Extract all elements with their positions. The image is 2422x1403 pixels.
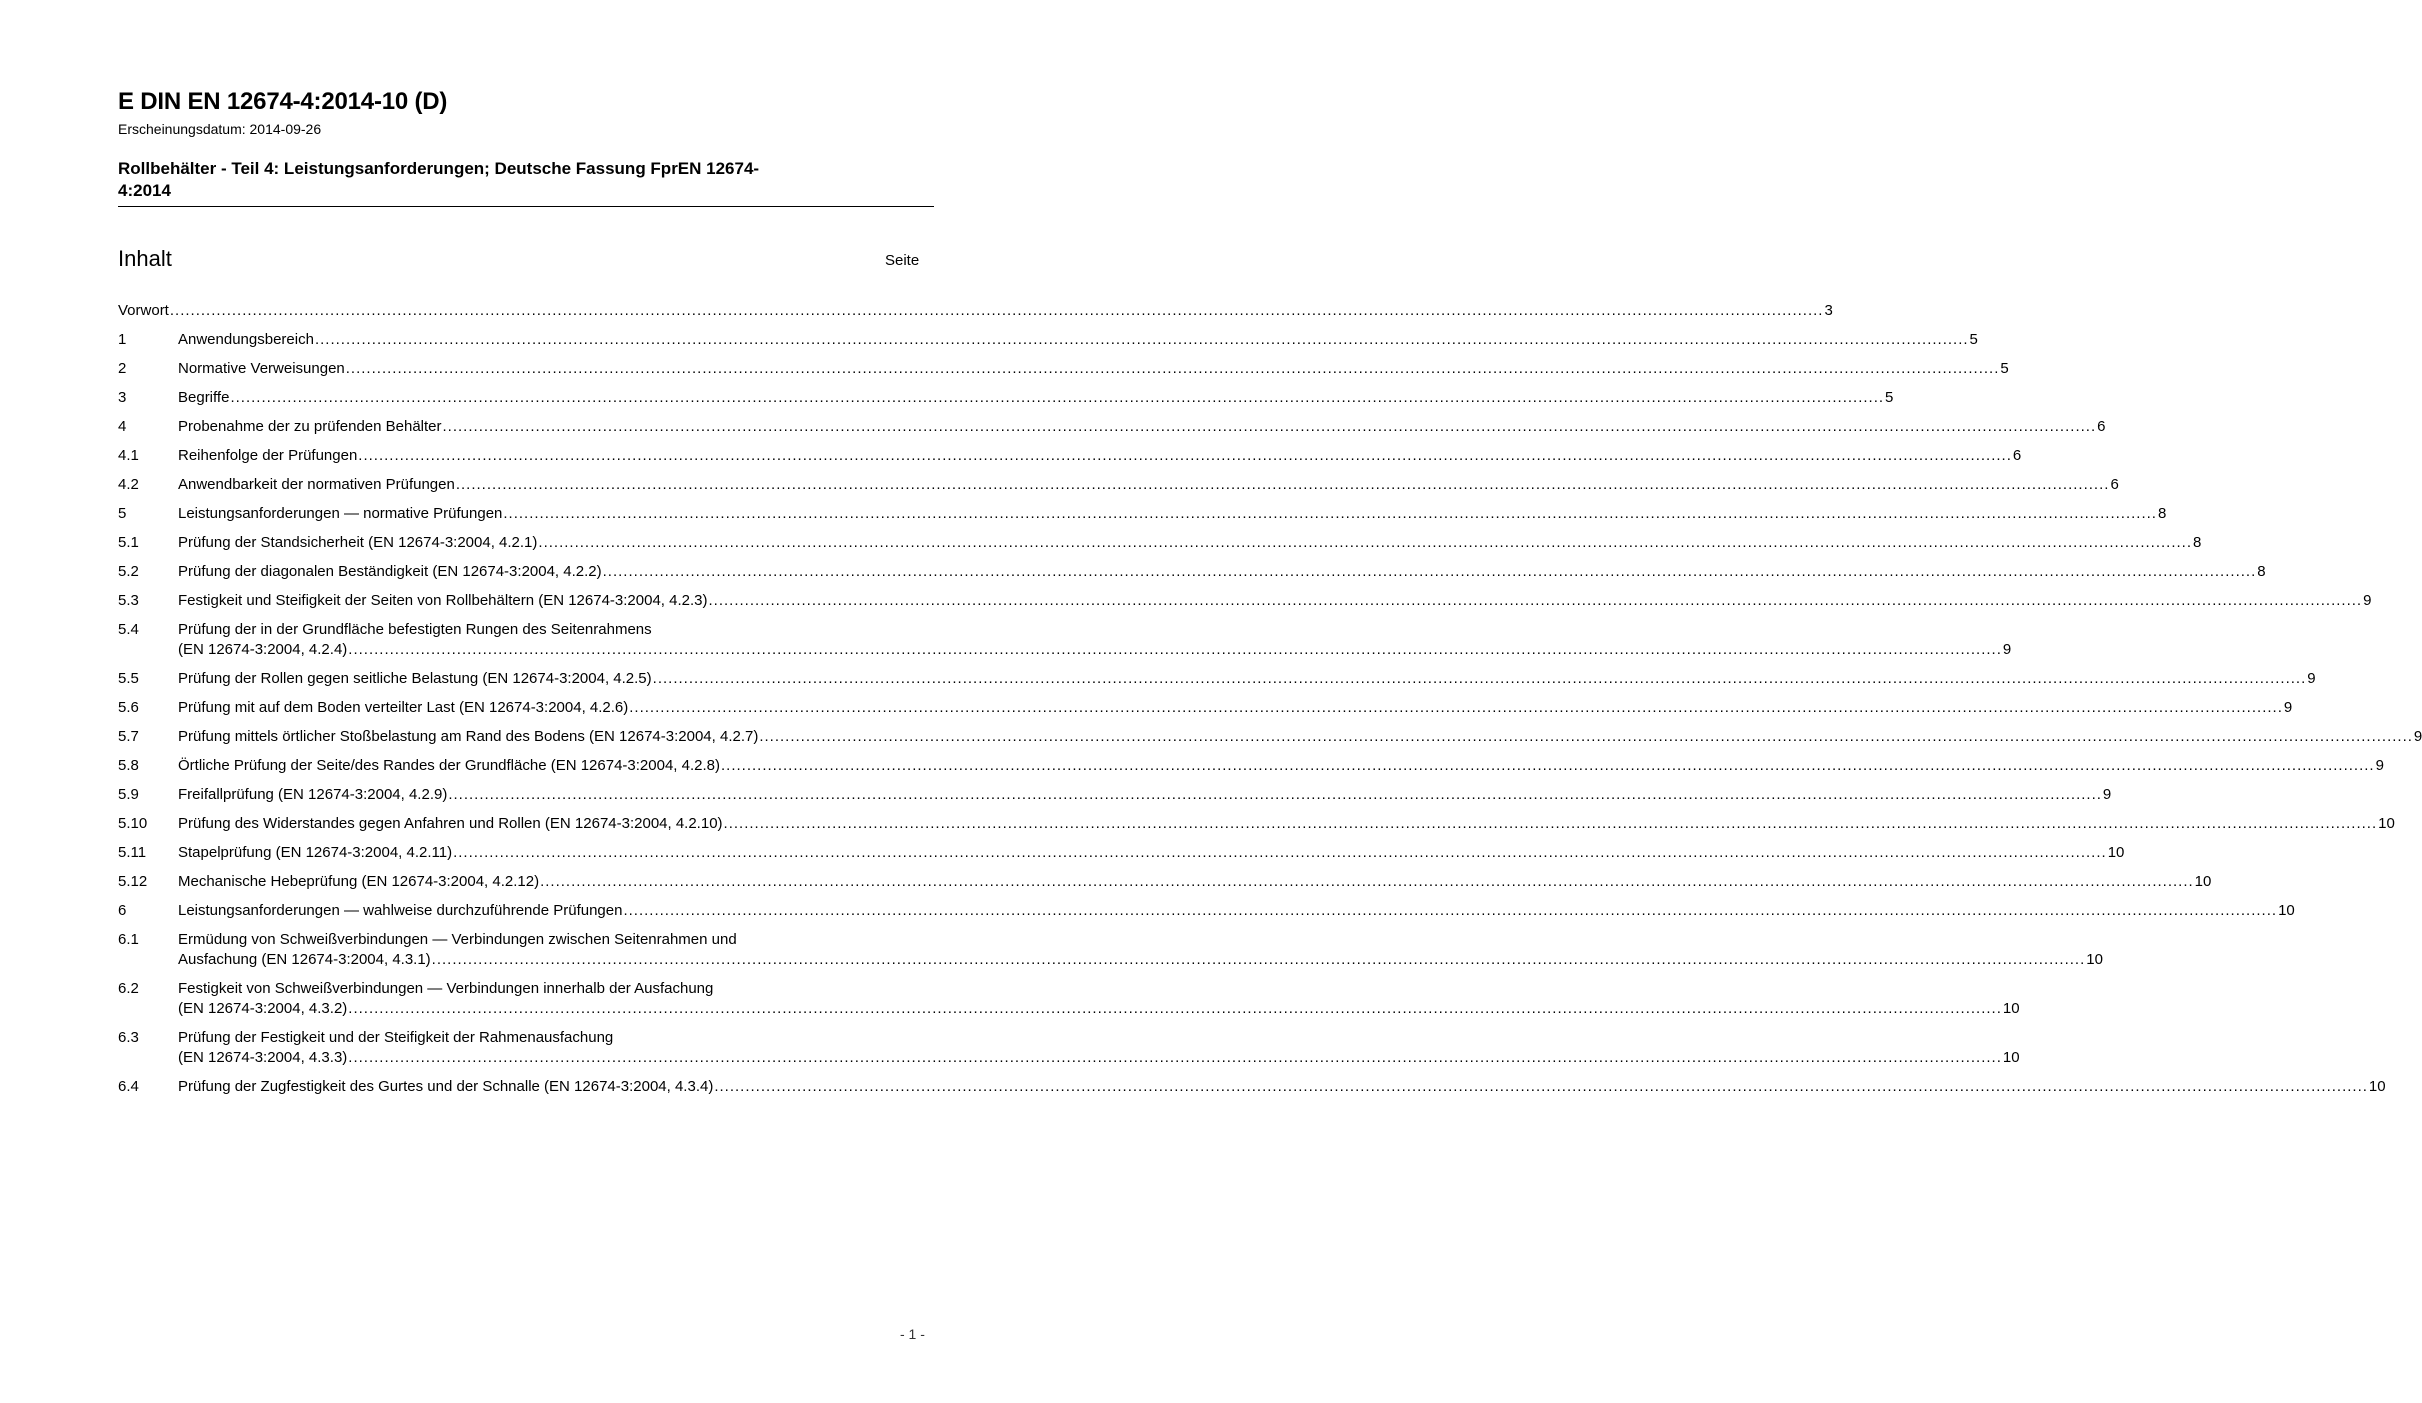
toc-entry-number: 5.7	[118, 728, 139, 745]
toc-entry[interactable]	[118, 417, 2106, 437]
dot-leader	[708, 591, 2362, 611]
toc-entry[interactable]	[118, 591, 2372, 611]
toc-entry-body	[178, 930, 2103, 970]
toc-entry-page: 9	[2375, 757, 2384, 774]
toc-entry-number: 5.11	[118, 844, 147, 861]
toc-entry[interactable]	[118, 330, 1978, 350]
toc-entry-number: 4.1	[118, 447, 139, 464]
toc-entry-body	[178, 446, 2021, 466]
toc-entry-line	[178, 388, 1893, 408]
toc-entry-page: 9	[2307, 670, 2316, 687]
toc-entry[interactable]	[118, 901, 2295, 921]
dot-leader	[629, 698, 2283, 718]
toc-entry-body	[178, 359, 2009, 379]
toc-entry-title: Leistungsanforderungen — wahlweise durchzuführende Prüfungen	[178, 902, 623, 919]
toc-entry-title: Prüfung mit auf dem Boden verteilter Last (EN 12674-3:2004, 4.2.6)	[178, 699, 629, 716]
toc-entry-line	[178, 814, 2395, 834]
toc-entry-line	[178, 843, 2124, 863]
toc-entry-body	[178, 330, 1978, 350]
dot-leader	[230, 388, 1884, 408]
toc-entry-body	[178, 756, 2384, 776]
dot-leader	[714, 1077, 2368, 1097]
toc-entry[interactable]	[118, 1077, 2386, 1097]
toc-entry[interactable]	[118, 698, 2293, 718]
toc-entry-title: Prüfung des Widerstandes gegen Anfahren und Rollen (EN 12674-3:2004, 4.2.10)	[178, 815, 723, 832]
toc-entry-title: Prüfung der Zugfestigkeit des Gurtes und der Schnalle (EN 12674-3:2004, 4.3.4)	[178, 1078, 714, 1095]
dot-leader	[448, 785, 2102, 805]
toc-entry-number: 4	[118, 418, 127, 435]
toc-entry-page: 5	[2000, 360, 2009, 377]
toc-entry-body	[178, 872, 2211, 892]
toc-entry-title: Anwendbarkeit der normativen Prüfungen	[178, 476, 455, 493]
dot-leader	[538, 533, 2192, 553]
toc-entry-body	[178, 698, 2292, 718]
toc-entry-line	[178, 475, 2119, 495]
toc-entry-body	[178, 785, 2111, 805]
toc-entry-number: 5.6	[118, 699, 139, 716]
toc-entry[interactable]	[118, 1028, 2020, 1068]
toc-entry-body	[178, 979, 2020, 1019]
toc-entry[interactable]	[118, 504, 2167, 524]
toc-entry-page: 6	[2110, 476, 2119, 493]
toc-entry[interactable]	[118, 727, 2422, 747]
toc-entry-number: 4.2	[118, 476, 139, 493]
toc-heading: Inhalt	[118, 246, 172, 271]
toc-entry[interactable]	[118, 533, 2202, 553]
toc-entry-body	[118, 301, 1833, 321]
dot-leader	[443, 417, 2097, 437]
toc-entry-body	[178, 843, 2124, 863]
toc-entry-title: Reihenfolge der Prüfungen	[178, 447, 358, 464]
toc-entry-title: (EN 12674-3:2004, 4.3.2)	[178, 1000, 348, 1017]
toc-entry-page: 10	[2002, 1049, 2020, 1066]
toc-entry-number: 5.4	[118, 621, 139, 638]
toc-entry-number: 5.3	[118, 592, 139, 609]
toc-entry-page: 5	[1969, 331, 1978, 348]
toc-entry-body	[178, 533, 2201, 553]
toc-entry-title: Festigkeit und Steifigkeit der Seiten von Rollbehältern (EN 12674-3:2004, 4.2.3)	[178, 592, 708, 609]
toc-entry-title: Prüfung der diagonalen Beständigkeit (EN 12674-3:2004, 4.2.2)	[178, 563, 602, 580]
document-id: E DIN EN 12674-4:2014-10 (D)	[118, 88, 448, 115]
toc-entry-title: Leistungsanforderungen — normative Prüfungen	[178, 505, 503, 522]
toc-entry-line	[178, 591, 2371, 611]
toc-entry-line	[178, 359, 2009, 379]
dot-leader	[170, 301, 1824, 321]
toc-entry-title: Prüfung mittels örtlicher Stoßbelastung am Rand des Bodens (EN 12674-3:2004, 4.2.7)	[178, 728, 759, 745]
toc-entry-line	[178, 417, 2105, 437]
toc-entry-body	[178, 388, 1893, 408]
toc-entry[interactable]	[118, 979, 2020, 1019]
dot-leader	[348, 1048, 2002, 1068]
dot-leader	[603, 562, 2257, 582]
toc-entry-title: Ermüdung von Schweißverbindungen — Verbindungen zwischen Seitenrahmen und	[178, 931, 737, 948]
toc-entry[interactable]	[118, 785, 2112, 805]
page-number: - 1 -	[900, 1326, 925, 1342]
toc-entry[interactable]	[118, 814, 2395, 834]
toc-entry-title: Anwendungsbereich	[178, 331, 314, 348]
toc-entry-title: Prüfung der in der Grundfläche befestigten Rungen des Seitenrahmens	[178, 621, 652, 638]
toc-entry-body	[178, 1028, 2020, 1068]
toc-entry-number: 2	[118, 360, 127, 377]
toc-entry-number: 6.2	[118, 980, 139, 997]
toc-entry-body	[178, 727, 2422, 747]
toc-entry-line	[178, 446, 2021, 466]
dot-leader	[346, 359, 2000, 379]
toc-entry-page: 10	[2107, 844, 2125, 861]
toc-entry-title: Prüfung der Festigkeit und der Steifigkeit der Rahmenausfachung	[178, 1029, 614, 1046]
toc-entry[interactable]	[118, 475, 2119, 495]
toc-entry-title: Stapelprüfung (EN 12674-3:2004, 4.2.11)	[178, 844, 453, 861]
toc-entry-title: Ausfachung (EN 12674-3:2004, 4.3.1)	[178, 951, 431, 968]
toc-entry-line	[178, 533, 2201, 553]
toc-entry[interactable]	[118, 930, 2103, 970]
toc-entry-title: Prüfung der Rollen gegen seitliche Belastung (EN 12674-3:2004, 4.2.5)	[178, 670, 652, 687]
dot-leader	[315, 330, 1969, 350]
dot-leader	[653, 669, 2307, 689]
toc-entry[interactable]	[118, 872, 2212, 892]
toc-entry-line	[178, 1048, 2020, 1068]
toc-entry[interactable]	[118, 562, 2266, 582]
toc-entry-line	[178, 727, 2422, 747]
toc-entry-page: 3	[1824, 302, 1833, 319]
toc-entry-number: 6.1	[118, 931, 139, 948]
toc-entry-body	[178, 669, 2316, 689]
dot-leader	[724, 814, 2378, 834]
toc-entry-number: 5.1	[118, 534, 139, 551]
toc-entry-title: Begriffe	[178, 389, 230, 406]
toc-entry-body	[178, 591, 2371, 611]
toc-entry-number: 5.10	[118, 815, 148, 832]
toc-entry-title: Mechanische Hebeprüfung (EN 12674-3:2004, 4.2.12)	[178, 873, 540, 890]
document-title-line: 4:2014	[118, 181, 171, 200]
toc-entry[interactable]	[118, 388, 1894, 408]
toc-entry-line	[178, 504, 2166, 524]
dot-leader	[759, 727, 2413, 747]
toc-entry-page: 10	[2368, 1078, 2386, 1095]
toc-entry[interactable]	[118, 620, 2012, 660]
toc-entry-page: 9	[2413, 728, 2422, 745]
toc-entry-body	[178, 1077, 2386, 1097]
toc-entry-number: 5.5	[118, 670, 139, 687]
toc-entry-page: 8	[2257, 563, 2266, 580]
toc-entry[interactable]	[118, 669, 2316, 689]
toc-entry-line	[178, 756, 2384, 776]
toc-entry[interactable]	[118, 756, 2384, 776]
toc-entry-page: 6	[2012, 447, 2022, 464]
toc-entry-line	[178, 698, 2292, 718]
toc-entry-line	[118, 301, 1833, 321]
toc-entry-number: 6.3	[118, 1029, 139, 1046]
toc-entry-number: 6	[118, 902, 127, 919]
document-title	[118, 158, 918, 202]
toc-entry-title: (EN 12674-3:2004, 4.3.3)	[178, 1049, 348, 1066]
dot-leader	[721, 756, 2375, 776]
dot-leader	[623, 901, 2277, 921]
dot-leader	[358, 446, 2012, 466]
toc-entry-number: 5.2	[118, 563, 139, 580]
toc-entry-number: 3	[118, 389, 127, 406]
dot-leader	[453, 843, 2107, 863]
toc-entry-body	[178, 901, 2295, 921]
toc-entry-title: Prüfung der Standsicherheit (EN 12674-3:2004, 4.2.1)	[178, 534, 538, 551]
toc-entry-page: 10	[2194, 873, 2212, 890]
toc-entry-page: 10	[2378, 815, 2395, 832]
toc-entry-title: Freifallprüfung (EN 12674-3:2004, 4.2.9)	[178, 786, 448, 803]
toc-entry-title: Vorwort	[118, 302, 169, 319]
toc-entry-line	[178, 640, 2011, 660]
dot-leader	[348, 999, 2002, 1019]
toc-entry-title: (EN 12674-3:2004, 4.2.4)	[178, 641, 348, 658]
toc-entry-line	[178, 785, 2111, 805]
toc-entry-title: Normative Verweisungen	[178, 360, 345, 377]
toc-entry-page: 6	[2097, 418, 2106, 435]
toc-entry-body	[178, 814, 2395, 834]
toc-entry-page: 10	[2086, 951, 2103, 968]
table-of-contents	[118, 301, 2422, 1106]
dot-leader	[348, 640, 2002, 660]
toc-entry-line	[178, 669, 2316, 689]
toc-entry-title: Örtliche Prüfung der Seite/des Randes der Grundfläche (EN 12674-3:2004, 4.2.8)	[178, 757, 720, 774]
toc-entry-line	[178, 999, 2020, 1019]
toc-entry-page: 9	[2102, 786, 2112, 803]
toc-entry-line	[178, 872, 2211, 892]
toc-entry-body	[178, 475, 2119, 495]
toc-entry-page: 8	[2193, 534, 2202, 551]
publication-date: Erscheinungsdatum: 2014-09-26	[118, 121, 322, 137]
toc-entry[interactable]	[118, 446, 2022, 466]
toc-entry-body	[178, 417, 2105, 437]
toc-entry-page: 8	[2157, 505, 2167, 522]
toc-entry-page: 10	[2278, 902, 2295, 919]
dot-leader	[456, 475, 2110, 495]
dot-leader	[432, 950, 2086, 970]
toc-entry-title: Festigkeit von Schweißverbindungen — Verbindungen innerhalb der Ausfachung	[178, 980, 714, 997]
toc-entry[interactable]	[118, 843, 2125, 863]
toc-entry-number: 5.12	[118, 873, 148, 890]
toc-entry[interactable]	[118, 301, 1833, 321]
toc-entry-number: 1	[118, 331, 127, 348]
toc-entry-line	[178, 950, 2103, 970]
dot-leader	[540, 872, 2194, 892]
toc-entry-number: 5	[118, 505, 127, 522]
toc-entry-body	[178, 620, 2011, 660]
toc-entry-line	[178, 562, 2266, 582]
toc-entry-body	[178, 562, 2266, 582]
toc-entry-line	[178, 1077, 2386, 1097]
toc-entry-page: 10	[2002, 1000, 2020, 1017]
toc-entry-number: 5.9	[118, 786, 139, 803]
toc-entry-number: 6.4	[118, 1078, 139, 1095]
toc-entry-page: 9	[2002, 641, 2012, 658]
document-title-line: Rollbehälter - Teil 4: Leistungsanforderungen; Deutsche Fassung FprEN 12674-	[118, 159, 760, 178]
toc-entry-line	[178, 330, 1978, 350]
toc-entry-page: 9	[2363, 592, 2372, 609]
toc-entry[interactable]	[118, 359, 2009, 379]
toc-entry-line	[178, 901, 2295, 921]
toc-entry-page: 5	[1885, 389, 1894, 406]
toc-entry-number: 5.8	[118, 757, 139, 774]
toc-page-column-label: Seite	[885, 252, 920, 269]
toc-entry-body	[178, 504, 2166, 524]
toc-entry-title: Probenahme der zu prüfenden Behälter	[178, 418, 442, 435]
dot-leader	[503, 504, 2157, 524]
title-divider	[118, 206, 934, 207]
toc-entry-page: 9	[2283, 699, 2293, 716]
